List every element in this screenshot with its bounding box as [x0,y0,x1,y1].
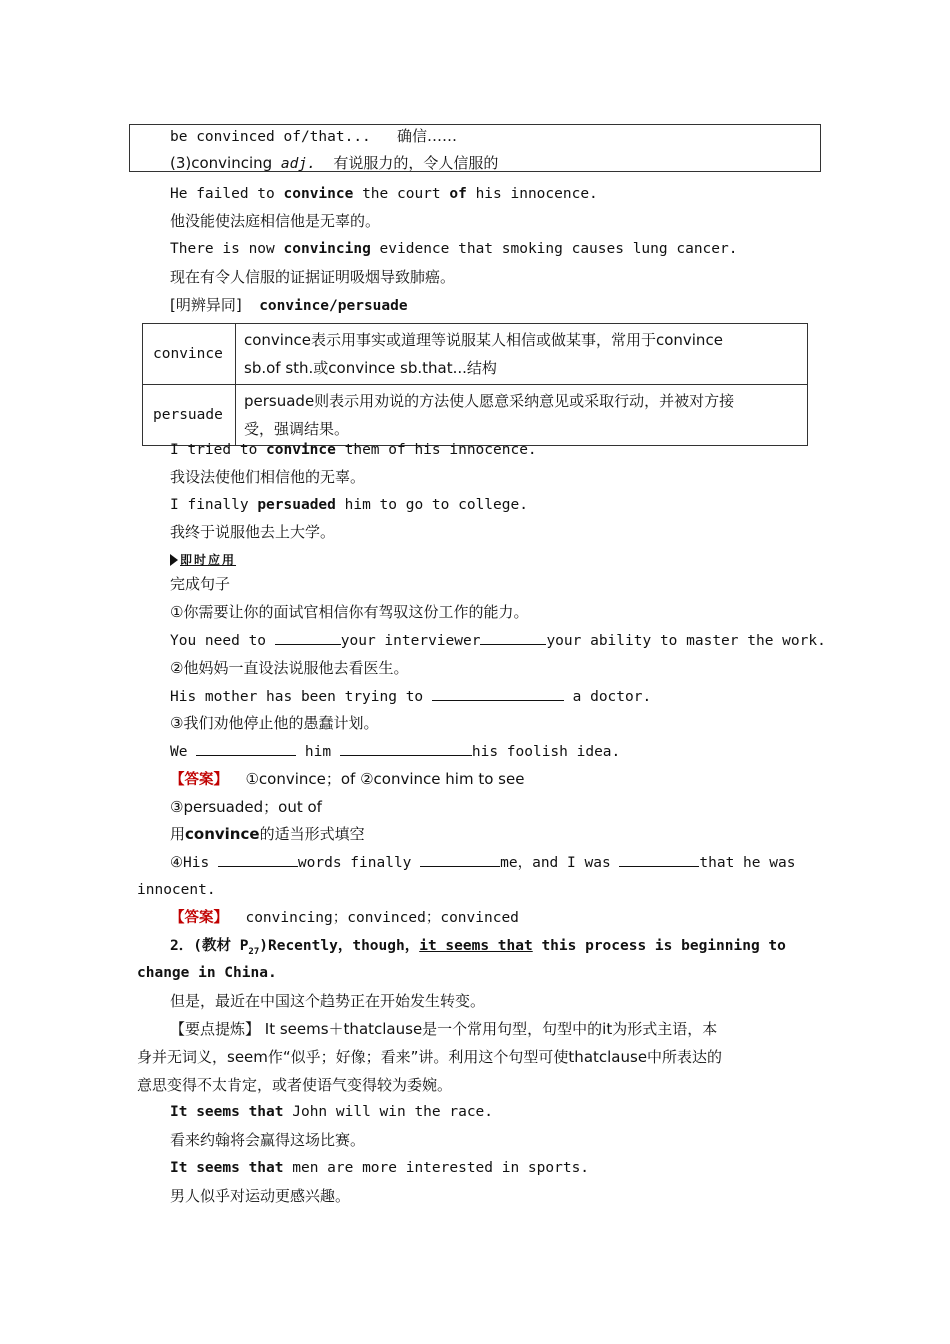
question-1-cn: ①你需要让你的面试官相信你有驾驭这份工作的能力。 [170,603,529,621]
example-6: It seems that men are more interested in sports. [170,1160,590,1176]
question-2-en: His mother has been trying to a doctor. [170,686,651,707]
example-2-translation: 现在有令人信服的证据证明吸烟导致肺癌。 [170,268,456,286]
question-4-cont: innocent. [137,882,216,898]
example-5: It seems that John will win the race. [170,1104,494,1120]
example-1-translation: 他没能使法庭相信他是无辜的。 [170,212,381,230]
table-cell-desc: convince表示用事实或道理等说服某人相信或做某事，常用于convince sb.of sth.或convince sb.that...结构 [236,324,808,385]
box-line-2 [170,153,498,174]
point-line-1: 【要点提炼】 It seems＋thatclause是一个常用句型，句型中的it为形式主语，本 [170,1020,718,1038]
item-2-cont: change in China. [137,965,277,981]
table-cell-desc: persuade则表示用劝说的方法使人愿意采纳意见或采取行动，并被对方接 受，强调结果。 [236,385,808,446]
answer-blank[interactable] [218,852,298,867]
fill-title: 用convince的适当形式填空 [170,825,365,843]
answer-blank[interactable] [420,852,500,867]
answer-blank[interactable] [432,686,564,701]
example-4: I finally persuaded him to go to college. [170,497,528,513]
answer-1-cont: ③persuaded；out of [170,798,322,816]
point-line-3: 意思变得不太肯定，或者使语气变得较为委婉。 [137,1076,453,1094]
example-2: There is now convincing evidence that smoking causes lung cancer. [170,241,738,257]
answer-blank[interactable] [196,741,296,756]
apply-label: 即时应用 [170,551,236,568]
answer-blank[interactable] [480,630,546,645]
box-line-1 [170,126,457,147]
answer-blank[interactable] [275,630,341,645]
question-4: ④His words finally me，and I was that he was [170,852,795,873]
part-of-speech: adj. [280,156,316,172]
example-5-translation: 看来约翰将会赢得这场比赛。 [170,1131,366,1149]
example-4-translation: 我终于说服他去上大学。 [170,523,336,541]
compare-heading: [明辨异同] convince/persuade [170,296,408,314]
table-cell-word: convince [143,324,236,385]
table-row [143,324,808,385]
compare-table [142,323,808,446]
table-row [143,385,808,446]
phrase-cn: 确信…… [397,127,458,145]
table-cell-word: persuade [143,385,236,446]
question-2-cn: ②他妈妈一直设法说服他去看医生。 [170,659,409,677]
item-2: 2．(教材 $P_{27})Recently$，though，it seems that this process is beginning to [170,938,786,957]
example-6-translation: 男人似乎对运动更感兴趣。 [170,1187,351,1205]
example-3-translation: 我设法使他们相信他的无辜。 [170,468,366,486]
question-3-cn: ③我们劝他停止他的愚蠢计划。 [170,714,379,732]
question-3-en: We him his foolish idea. [170,741,620,762]
question-1-en: You need to your interviewer your ability to master the work. [170,630,826,651]
answer-2: 【答案】 convincing；convinced；convinced [170,910,519,926]
word-meaning: 有说服力的，令人信服的 [333,154,499,172]
phrase-en: be convinced of/that... [170,129,371,145]
answer-1: 【答案】 ①convince；of ②convince him to see [170,770,525,788]
word-entry: (3)convincing [170,154,273,172]
point-line-2: 身并无词义，seem作“似乎；好像；看来”讲。利用这个句型可使thatclause中所表达的 [137,1048,723,1066]
triangle-icon [170,554,178,566]
example-3: I tried to convince them of his innocence. [170,442,537,458]
task-title: 完成句子 [170,575,231,593]
example-1: He failed to convince the court of his innocence. [170,186,598,202]
item-2-translation: 但是，最近在中国这个趋势正在开始发生转变。 [170,992,486,1010]
answer-blank[interactable] [340,741,472,756]
answer-blank[interactable] [619,852,699,867]
